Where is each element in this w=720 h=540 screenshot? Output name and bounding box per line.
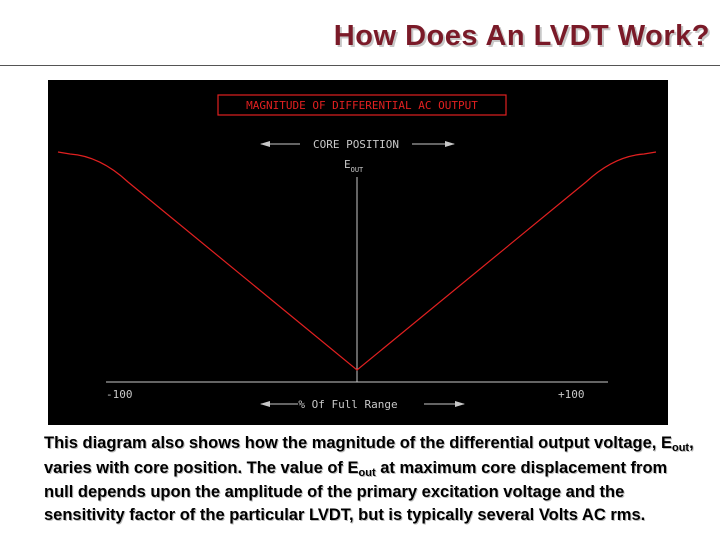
right-tick-label: +100 [558,388,585,401]
caption-part-3: at maximum core displacement from null depends upon the amplitude of the primary excitation voltage and the sensitivity factor of the particular LVDT, but is typically several Volts AC rms. [44,458,668,524]
left-tick-label: -100 [106,388,133,401]
caption-text [44,432,694,526]
output-label: MAGNITUDE OF DIFFERENTIAL AC OUTPUT [246,99,478,112]
range-label: % Of Full Range [298,398,398,411]
core-position-label: CORE POSITION [312,138,400,151]
title-divider [0,65,720,66]
lvdt-output-diagram [48,80,668,425]
slide-title: How Does An LVDT Work? [333,20,710,52]
core-right-arrowhead [445,141,455,147]
core-left-arrowhead [260,141,270,147]
caption-part-2: , varies with core position. The value of E [44,434,694,477]
range-left-arrowhead [260,401,270,407]
diagram-svg [48,80,668,425]
eout-label: $E_{OUT}$ [344,158,364,174]
range-right-arrowhead [455,401,465,407]
caption-part-1: This diagram also shows how the magnitude of the differential output voltage, E [44,434,672,452]
caption-subscript-1: out [671,442,690,454]
caption-subscript-2: out [358,466,376,479]
